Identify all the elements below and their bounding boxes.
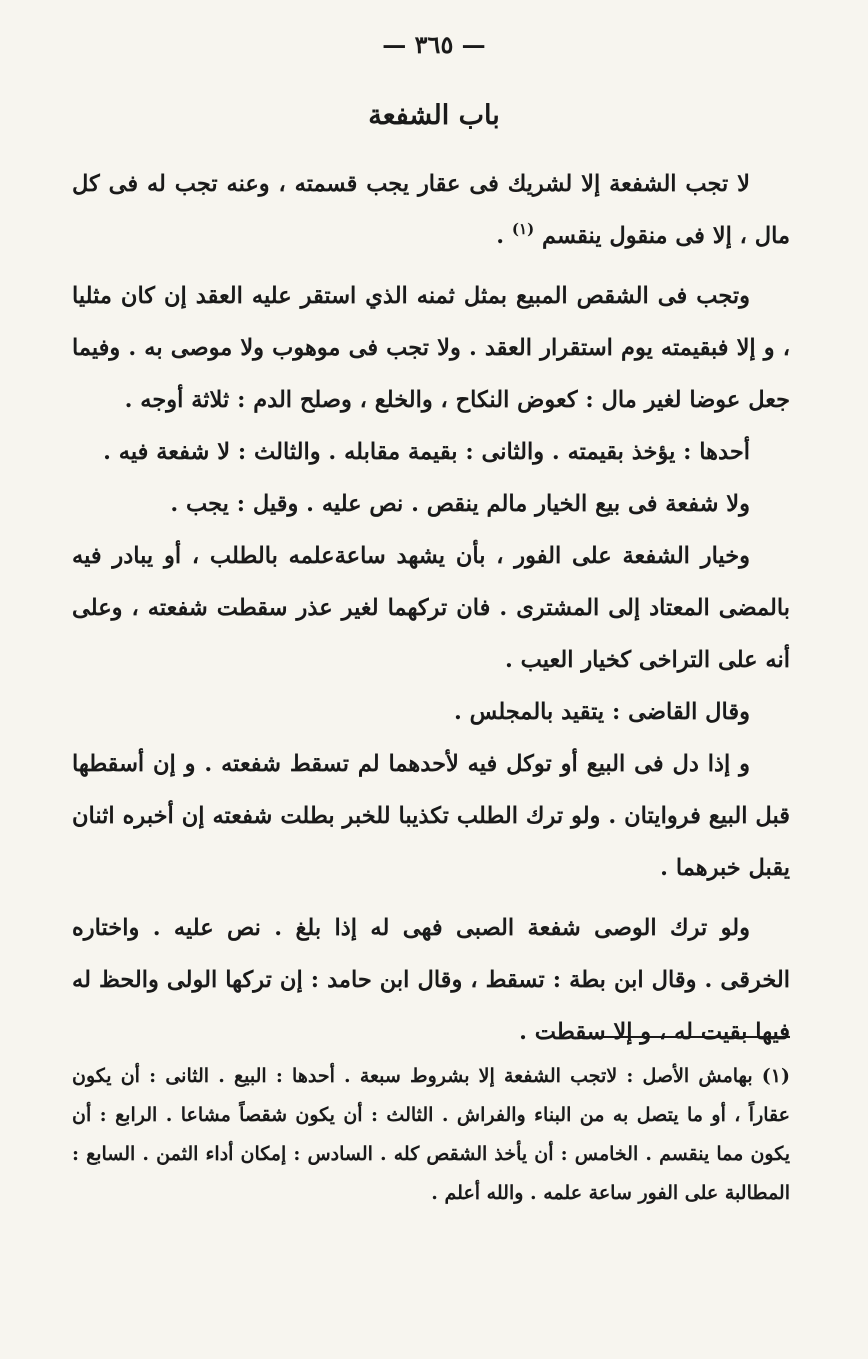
- main-text: [72, 158, 790, 1058]
- paragraph-3: أحدها : يؤخذ بقيمته . والثانى : بقيمة مقابله . والثالث : لا شفعة فيه .: [103, 439, 750, 465]
- chapter-title: باب الشفعة: [368, 100, 500, 131]
- paragraph-4: ولا شفعة فى بيع الخيار مالم ينقص . نص عليه . وقيل : يجب .: [170, 491, 750, 517]
- paragraph-5: وخيار الشفعة على الفور ، بأن يشهد ساعةعلمه بالطلب ، أو يبادر فيه بالمضى المعتاد إلى المشترى . فان تركهما لغير عذر سقطت شفعته ، وعلى أنه على التراخى كخيار العيب .: [72, 543, 790, 673]
- paragraph-6: وقال القاضى : يتقيد بالمجلس .: [453, 699, 750, 725]
- paragraph-2: وتجب فى الشقص المبيع بمثل ثمنه الذي استقر عليه العقد إن كان مثليا ، و إلا فبقيمته يوم استقرار العقد . ولا تجب فى موهوب ولا موصى به . وفيما جعل عوضا لغير مال : كعوض النكاح ، والخلع ، وصلح الدم : ثلاثة أوجه .: [72, 283, 790, 413]
- paragraph-1: [72, 158, 790, 262]
- footnote-reference: (١): [511, 220, 535, 238]
- paragraph-7: و إذا دل فى البيع أو توكل فيه لأحدهما لم تسقط شفعته . و إن أسقطها قبل البيع فروايتان . ولو ترك الطلب تكذيبا للخبر بطلت شفعته إن أخبره اثنان يقبل خبرهما .: [72, 751, 790, 881]
- paragraph-1-text: لا تجب الشفعة إلا لشريك فى عقار يجب قسمته ، وعنه تجب له فى كل مال ، إلا فى منقول ينقسم: [72, 171, 790, 249]
- paragraph-8: ولو ترك الوصى شفعة الصبى فهى له إذا بلغ . نص عليه . واختاره الخرقى . وقال ابن بطة : تسقط ، وقال ابن حامد : إن تركها الولى والحظ له فيها بقيت له ، و إلا سقطت .: [72, 915, 790, 1045]
- footnote-text: (١) بهامش الأصل : لاتجب الشفعة إلا بشروط سبعة . أحدها : البيع . الثانى : أن يكون عقاراً ، أو ما يتصل به من البناء والفراش . الثالث : أن يكون شقصاً مشاعا . الرابع : أن يكون مما ينقسم . الخامس : أن يأخذ الشقص كله . السادس : إمكان أداء الثمن . السابع : المطالبة على الفور ساعة علمه . والله أعلم .: [72, 1065, 790, 1204]
- page-number: — ٣٦٥ —: [382, 30, 486, 59]
- footnote-divider: [582, 1036, 790, 1038]
- footnote: [72, 1057, 790, 1213]
- paragraph-1-end: .: [496, 223, 505, 249]
